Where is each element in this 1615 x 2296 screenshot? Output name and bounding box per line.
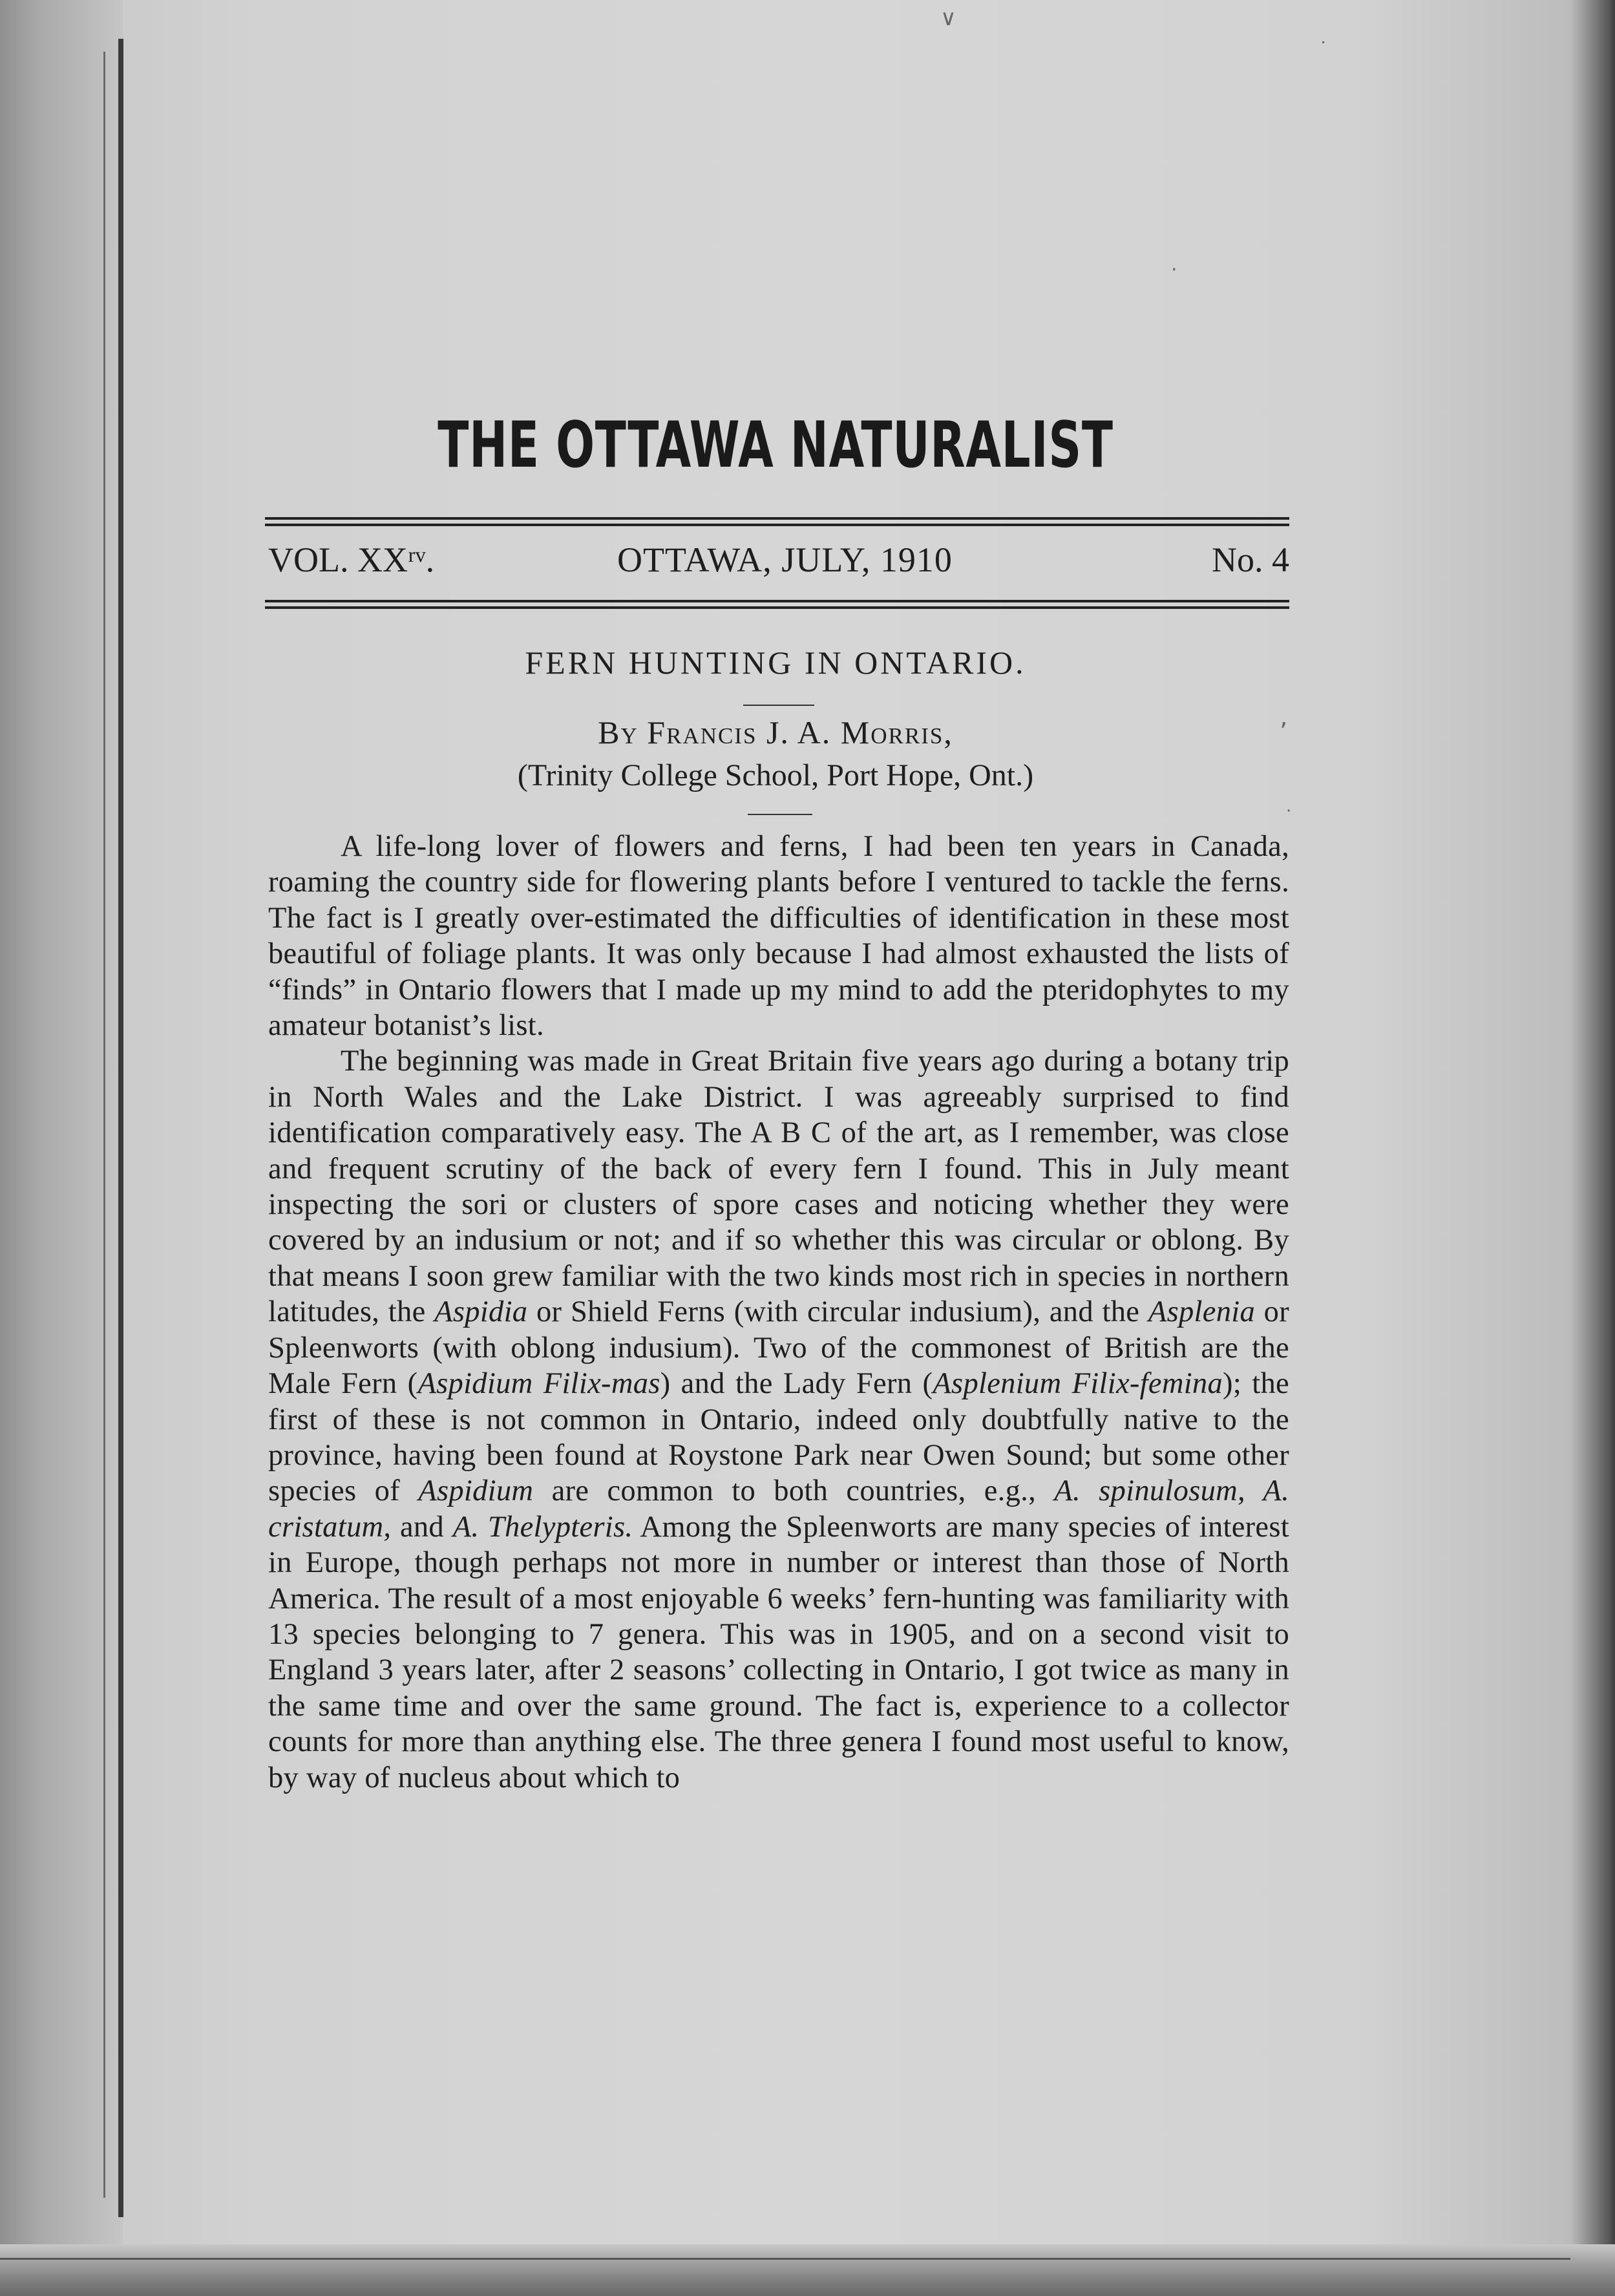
byline-separator	[748, 814, 812, 815]
article-title: FERN HUNTING IN ONTARIO.	[525, 644, 1026, 681]
paragraph-text: ); the first of these is not common in Ontario, indeed only doubtfully native to the province, having been found at Roystone Park near Owen Sound; but some other species of	[268, 1367, 1289, 1508]
scan-speck: ·	[1286, 802, 1292, 821]
italic-text: A. Thelypteris.	[452, 1510, 633, 1544]
right-edge-shadow	[1570, 0, 1615, 2296]
body-paragraph	[268, 829, 1289, 1043]
paragraph-text: Among the Spleenworts are many species of interest in Europe, though perhaps not more in number or interest than those of North America. The result of a most enjoyable 6 weeks’ fern-hunting was familiarity with 13 species belonging to 7 genera. This was in 1905, and on a second visit to England 3 years later, after 2 seasons’ collecting in Ontario, I got twice as many in the same time and over the same ground. The fact is, experience to a collector counts for more than anything else. The three genera I found most useful to know, by way of nucleus about which to	[268, 1510, 1289, 1794]
italic-text: Aspidium	[418, 1474, 534, 1508]
paragraph-text: The beginning was made in Great Britain five years ago during a botany trip in North Wales and the Lake District. I was agreeably surprised to find identification comparatively easy. The A B C of the art, as I remember, was close and frequent scrutiny of the back of every fern I found. This in July meant inspecting the sori or clusters of spore cases and noticing whether they were covered by an indusium or not; and if so whether this was circular or oblong. By that means I soon grew familiar with the two kinds most rich in species in northern latitudes, the	[268, 1045, 1289, 1329]
article-byline	[262, 714, 1289, 751]
title-separator	[743, 705, 814, 706]
italic-text: Aspidium Filix-mas	[417, 1367, 660, 1401]
byline-prefix: By	[598, 714, 639, 750]
issue-number: No. 4	[1212, 540, 1289, 579]
journal-page	[262, 0, 1292, 2198]
paragraph-text: are common to both countries, e.g.,	[533, 1474, 1055, 1508]
binding-line	[118, 39, 123, 2217]
issue-volume: VOL. XXʳᵛ.	[268, 540, 435, 579]
bottom-rule	[0, 2258, 1570, 2260]
italic-text: A. spinulosum, A. cristatum,	[268, 1474, 1289, 1544]
author-affiliation: (Trinity College School, Port Hope, Ont.)	[517, 758, 1034, 792]
paragraph-text: ) and the Lady Fern (	[660, 1367, 933, 1401]
paragraph-text: A life-long lover of flowers and ferns, I had been ten years in Canada, roaming the country side for flowering plants before I ventured to tackle the ferns. The fact is I greatly over-estimated the difficulties of identification in these most beautiful of foliage plants. It was only because I had almost exhausted the lists of “finds” in Ontario flowers that I made up my mind to add the pteridophytes to my amateur botanist’s list.	[268, 830, 1289, 1043]
issue-line	[262, 540, 1289, 585]
issue-date: OTTAWA, JULY, 1910	[617, 540, 953, 579]
binding-line-faint	[103, 52, 105, 2198]
scan-speck: ˙	[1318, 39, 1328, 61]
article-body	[268, 829, 1289, 1796]
italic-text: Aspidia	[434, 1295, 528, 1329]
body-paragraph	[268, 1043, 1289, 1796]
paragraph-text: or Shield Ferns (with circular indusium), and the	[527, 1295, 1148, 1329]
italic-text: Asplenium Filix-femina	[933, 1367, 1223, 1401]
scan-speck: ’	[1280, 717, 1288, 746]
masthead-rule-top	[265, 517, 1289, 526]
author-name: Francis J. A. Morris,	[647, 714, 953, 750]
top-scan-mark: ∨	[940, 5, 956, 31]
masthead-rule-bottom	[265, 600, 1289, 609]
scan-speck: ·	[1171, 259, 1177, 281]
paragraph-text: and	[391, 1510, 453, 1544]
paragraph-text: or Spleenworts (with oblong indusium). Two of the commonest of British are the Male Fern (	[268, 1295, 1290, 1401]
masthead-title: THE OTTAWA NATURALIST	[438, 409, 1114, 482]
bottom-edge-shadow	[0, 2244, 1615, 2296]
italic-text: Asplenia	[1148, 1295, 1256, 1329]
